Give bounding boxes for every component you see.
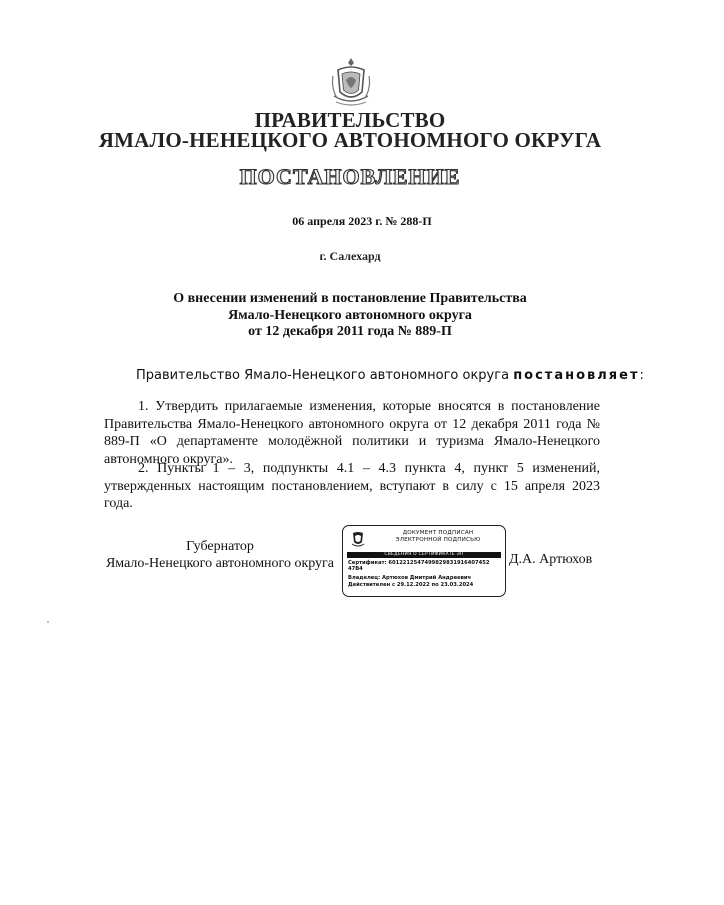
title-line2: Ямало-Ненецкого автономного округа <box>228 307 472 323</box>
preamble-text: Правительство Ямало-Ненецкого автономного округа <box>136 368 510 383</box>
signer-title-line2: Ямало-Ненецкого автономного округа <box>105 556 335 571</box>
stamp-header <box>373 530 503 544</box>
preamble <box>136 368 644 383</box>
coat-of-arms-icon <box>330 56 372 110</box>
stamp-header-line1: ДОКУМЕНТ ПОДПИСАН <box>402 530 474 536</box>
margin-mark <box>47 621 49 623</box>
stamp-certificate-tail: 47B4 <box>348 566 363 572</box>
document-type: ПОСТАНОВЛЕНИЕ <box>239 164 461 189</box>
stamp-validity: Действителен с 29.12.2022 по 23.03.2024 <box>348 582 474 588</box>
stamp-certificate: Сертификат: 6012212547499829831916407452 <box>348 560 490 566</box>
document-title <box>100 291 600 341</box>
signer-title-line1: Губернатор <box>186 539 254 554</box>
title-line3: от 12 декабря 2011 года № 889-П <box>248 324 452 339</box>
title-line1: О внесении изменений в постановление Правительства <box>173 291 527 306</box>
signer-title <box>100 538 340 572</box>
signer-name: Д.А. Артюхов <box>509 552 593 567</box>
date-and-number: 06 апреля 2023 г. № 288-П <box>292 214 432 228</box>
city: г. Салехард <box>319 249 381 263</box>
stamp-header-line2: ЭЛЕКТРОННОЙ ПОДПИСЬЮ <box>395 537 481 543</box>
paragraph-1: 1. Утвердить прилагаемые изменения, которые вносятся в постановление Правительства Ямало-Ненецкого автономного округа от 12 декабря 2011 года № 889-П «О департаменте молодёжной политики и туризма Ямало-Ненецкого автономного округа». <box>104 399 600 467</box>
organization-name-line1: ПРАВИТЕЛЬСТВО <box>254 108 446 132</box>
preamble-verb: постановляет <box>513 368 640 383</box>
electronic-signature-stamp <box>342 525 506 597</box>
preamble-colon: : <box>639 368 644 383</box>
organization-name-line2: ЯМАЛО-НЕНЕЦКОГО АВТОНОМНОГО ОКРУГА <box>98 128 602 152</box>
paragraph-2: 2. Пункты 1 – 3, подпункты 4.1 – 4.3 пункта 4, пункт 5 изменений, утвержденных настоящим постановлением, вступают в силу с 15 апреля 2023 года. <box>104 461 600 511</box>
stamp-owner: Владелец: Артюхов Дмитрий Андреевич <box>348 575 472 581</box>
stamp-emblem-icon <box>351 530 365 547</box>
stamp-certificate-bar: СВЕДЕНИЯ О СЕРТИФИКАТЕ ЭП <box>347 552 501 558</box>
